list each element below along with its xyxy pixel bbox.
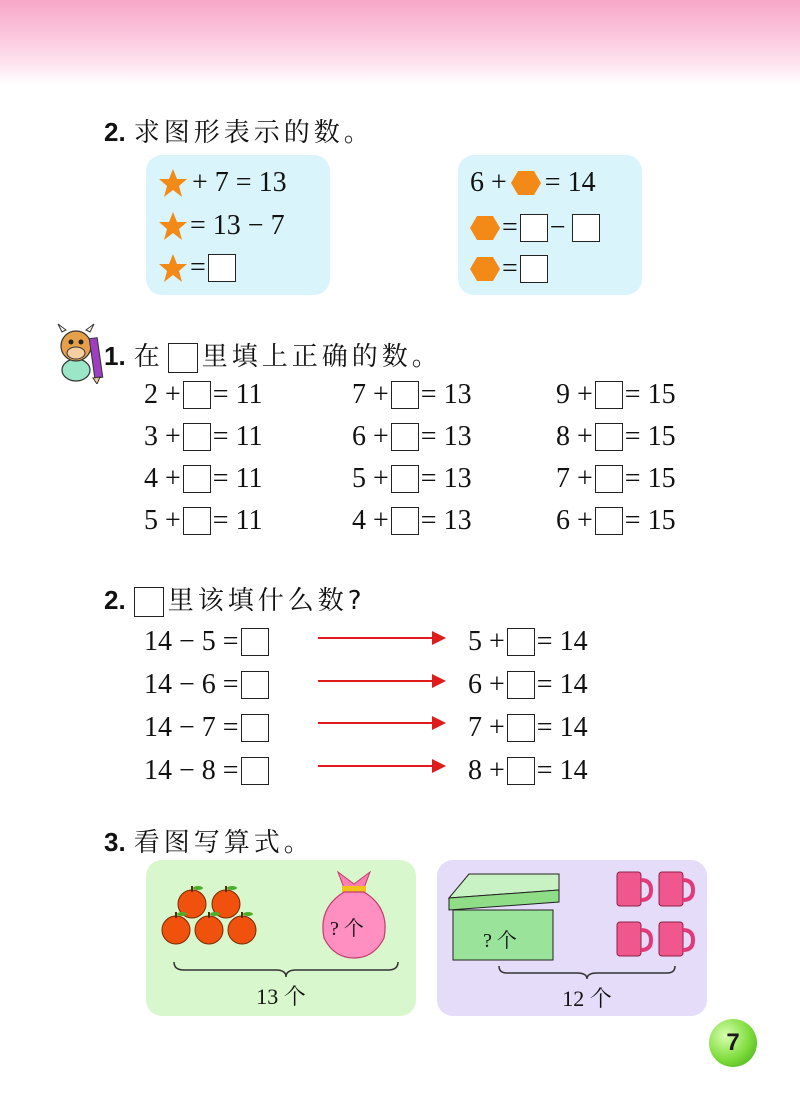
addition-row: 8 + = 14 — [468, 754, 588, 786]
star-row-2 — [158, 210, 285, 242]
addition-row: 6 + = 14 — [468, 668, 588, 700]
sample-box — [134, 587, 164, 617]
fill-row: 5 + = 13 — [352, 463, 472, 494]
fill-row: 7 + = 13 — [352, 379, 472, 410]
addition-column — [468, 620, 588, 792]
subtraction-row: 14 − 6 = — [144, 663, 271, 706]
section-a-heading — [104, 112, 374, 149]
star-icon — [158, 253, 188, 283]
brace-icon — [497, 964, 677, 980]
answer-box[interactable] — [241, 671, 269, 699]
answer-box[interactable] — [391, 423, 419, 451]
answer-box[interactable] — [208, 254, 236, 282]
section-a-number: 2. — [104, 117, 126, 147]
answer-box[interactable] — [241, 628, 269, 656]
star-row-1 — [158, 167, 287, 199]
fill-column-3 — [556, 374, 676, 542]
bag-label: ? 个 — [330, 918, 364, 940]
addition-row: 7 + = 14 — [468, 711, 588, 743]
hexagon-icon — [511, 170, 541, 196]
star-row-3 — [158, 252, 238, 284]
section-c-heading — [104, 580, 366, 617]
fill-row: 6 + = 13 — [352, 421, 472, 452]
section-b-heading — [104, 336, 442, 373]
addition-row: 5 + = 14 — [468, 625, 588, 657]
answer-box[interactable] — [391, 465, 419, 493]
answer-box[interactable] — [595, 465, 623, 493]
answer-box[interactable] — [520, 214, 548, 242]
answer-box[interactable] — [183, 423, 211, 451]
answer-box[interactable] — [391, 507, 419, 535]
subtraction-row: 14 − 5 = — [144, 620, 271, 663]
arrow-icon — [318, 722, 444, 724]
answer-box[interactable] — [241, 714, 269, 742]
fill-row: 6 + = 15 — [556, 505, 676, 536]
arrow-icon — [318, 765, 444, 767]
section-a-title: 求图形表示的数。 — [133, 118, 374, 148]
answer-box[interactable] — [595, 381, 623, 409]
star-row-3-text: = — [190, 252, 206, 283]
subtraction-column — [144, 620, 271, 792]
answer-box[interactable] — [241, 757, 269, 785]
fill-row: 7 + = 15 — [556, 463, 676, 494]
fill-column-2 — [352, 374, 472, 542]
section-c-number: 2. — [104, 585, 126, 615]
apple-panel — [146, 860, 416, 1016]
hex-row-2-minus: − — [549, 212, 566, 243]
section-b-title-after: 里填上正确的数。 — [201, 342, 442, 372]
fill-row: 2 + = 11 — [144, 379, 263, 410]
answer-box[interactable] — [183, 465, 211, 493]
answer-box[interactable] — [520, 255, 548, 283]
answer-box[interactable] — [183, 507, 211, 535]
star-row-2-text: = 13 − 7 — [190, 210, 285, 241]
arrow-icon — [318, 680, 444, 682]
fill-row: 9 + = 15 — [556, 379, 676, 410]
cup-total-label: 12 个 — [562, 986, 612, 1011]
hex-row-2-eq: = — [502, 212, 518, 243]
header-band — [0, 0, 800, 84]
hex-row-1-left: 6 + — [470, 167, 507, 198]
brace-icon — [172, 960, 400, 978]
fill-column-1 — [144, 374, 263, 542]
subtraction-row: 14 − 7 = — [144, 706, 271, 749]
fill-row: 8 + = 15 — [556, 421, 676, 452]
section-d-heading — [104, 822, 314, 859]
cups-icon — [613, 868, 703, 964]
answer-box[interactable] — [507, 757, 535, 785]
apples-icon — [156, 878, 276, 950]
star-panel — [146, 155, 330, 295]
arrow-icon — [318, 637, 444, 639]
answer-box[interactable] — [595, 507, 623, 535]
answer-box[interactable] — [507, 714, 535, 742]
answer-box[interactable] — [183, 381, 211, 409]
star-icon — [158, 211, 188, 241]
fill-row: 4 + = 11 — [144, 463, 263, 494]
section-b-number: 1. — [104, 341, 126, 371]
hexagon-icon — [470, 215, 500, 241]
cow-mascot-icon — [52, 318, 108, 384]
star-icon — [158, 168, 188, 198]
section-b-title-before: 在 — [133, 342, 164, 372]
fill-row: 4 + = 13 — [352, 505, 472, 536]
apple-total-label: 13 个 — [256, 984, 306, 1009]
fill-row: 5 + = 11 — [144, 505, 263, 536]
hex-row-1 — [470, 167, 596, 199]
page-number: 7 — [709, 1019, 757, 1067]
hex-row-2 — [470, 212, 602, 244]
star-row-1-text: + 7 = 13 — [192, 167, 287, 198]
section-d-title: 看图写算式。 — [133, 828, 314, 858]
hexagon-panel — [458, 155, 642, 295]
cup-panel — [437, 860, 707, 1016]
answer-box[interactable] — [507, 628, 535, 656]
hex-row-3 — [470, 253, 550, 285]
answer-box[interactable] — [572, 214, 600, 242]
section-c-title: 里该填什么数? — [167, 586, 366, 616]
hexagon-icon — [470, 256, 500, 282]
sample-box — [168, 343, 198, 373]
fill-row: 3 + = 11 — [144, 421, 263, 452]
subtraction-row: 14 − 8 = — [144, 749, 271, 792]
answer-box[interactable] — [595, 423, 623, 451]
answer-box[interactable] — [391, 381, 419, 409]
box-label: ? 个 — [483, 930, 517, 952]
section-d-number: 3. — [104, 827, 126, 857]
hex-row-1-right: = 14 — [544, 167, 596, 198]
hex-row-3-eq: = — [502, 253, 518, 284]
answer-box[interactable] — [507, 671, 535, 699]
